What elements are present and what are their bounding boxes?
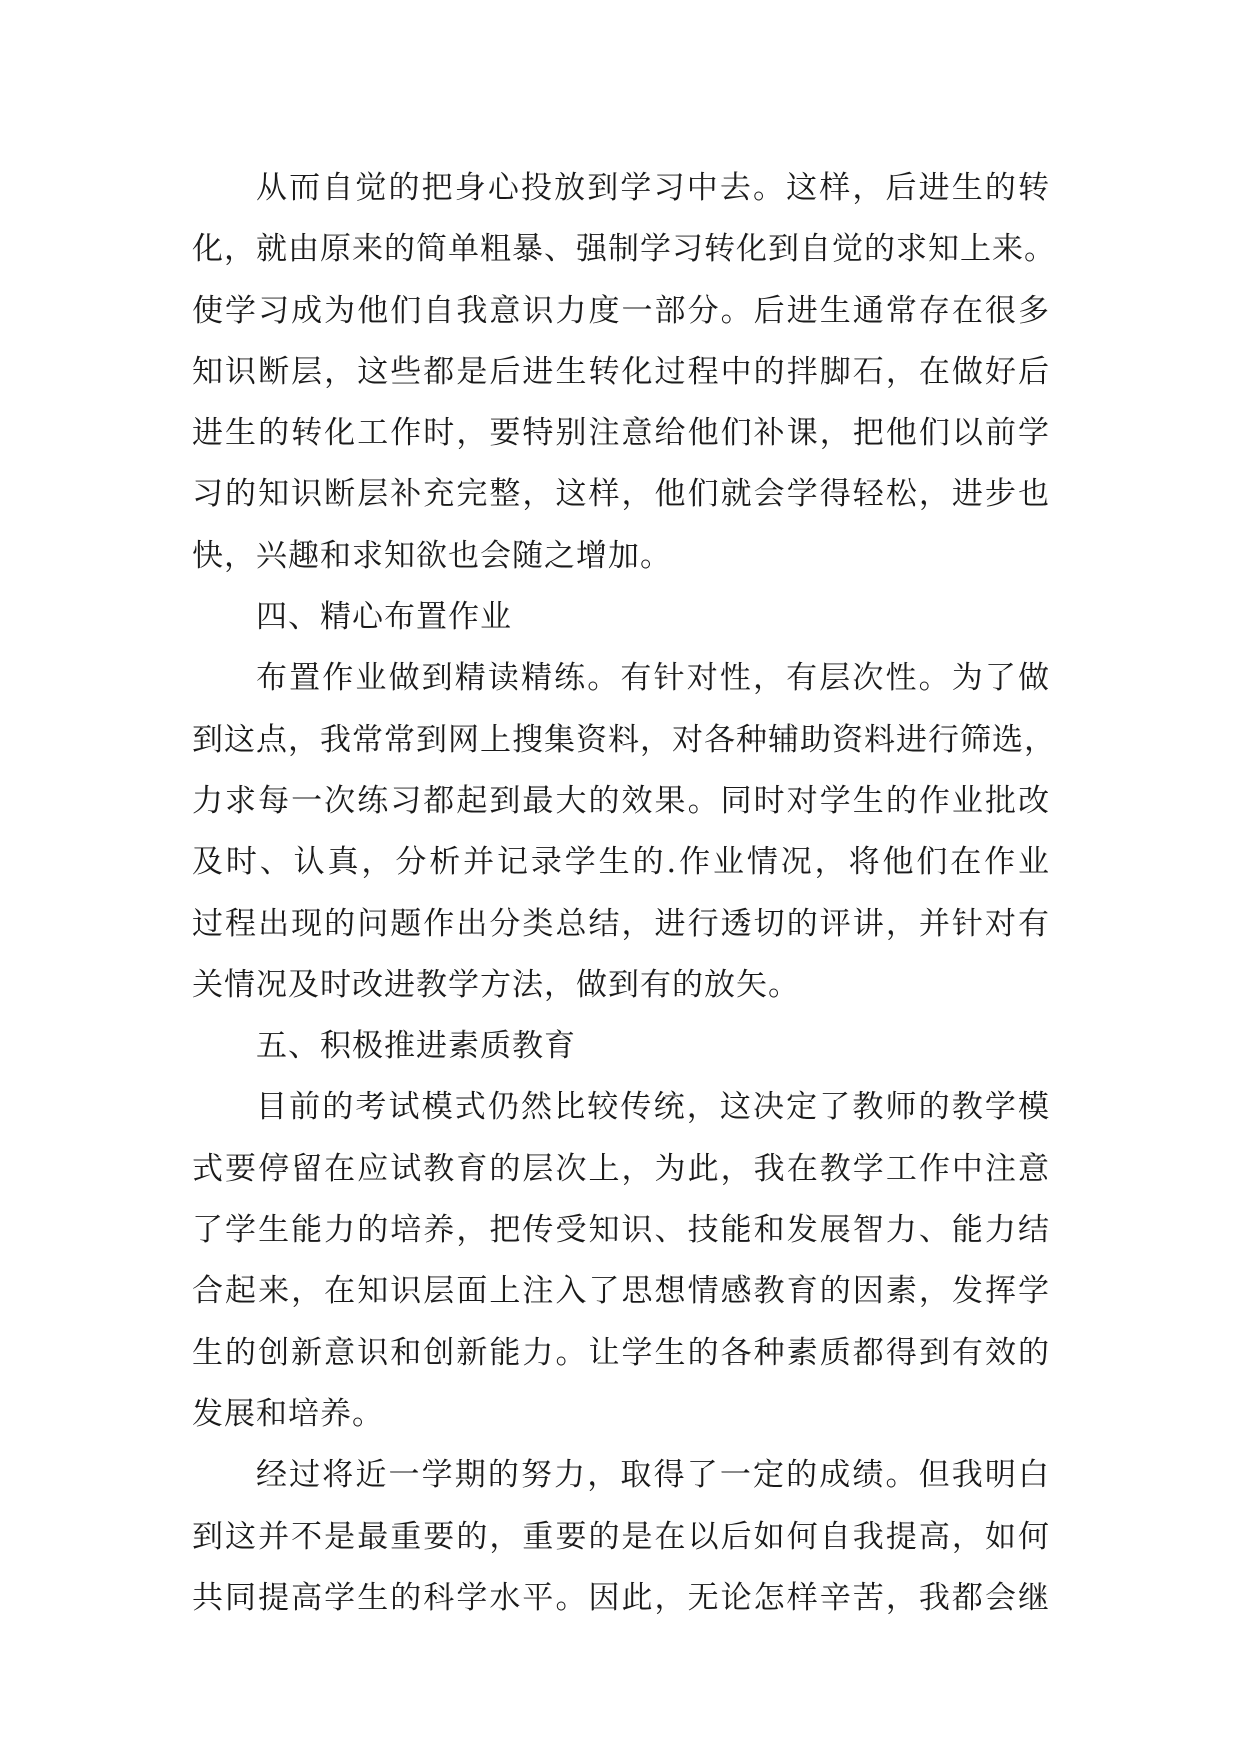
text-line: 五、积极推进素质教育 bbox=[256, 1028, 576, 1065]
text-line: 过程出现的问题作出分类总结，进行透切的评讲，并针对有 bbox=[192, 905, 1050, 942]
text-line: 式要停留在应试教育的层次上，为此，我在教学工作中注意 bbox=[192, 1150, 1050, 1187]
text-line: 合起来，在知识层面上注入了思想情感教育的因素，发挥学 bbox=[192, 1273, 1050, 1310]
document-body bbox=[192, 158, 1056, 1629]
text-line: 关情况及时改进教学方法，做到有的放矢。 bbox=[192, 966, 800, 1003]
text-line: 经过将近一学期的努力，取得了一定的成绩。但我明白 bbox=[256, 1457, 1050, 1494]
text-line: 知识断层，这些都是后进生转化过程中的拌脚石，在做好后 bbox=[192, 353, 1050, 390]
text-line: 了学生能力的培养，把传受知识、技能和发展智力、能力结 bbox=[192, 1212, 1050, 1249]
text-line: 到这并不是最重要的，重要的是在以后如何自我提高，如何 bbox=[192, 1518, 1050, 1555]
text-line: 从而自觉的把身心投放到学习中去。这样，后进生的转 bbox=[256, 170, 1050, 206]
text-line: 及时、认真，分析并记录学生的.作业情况，将他们在作业 bbox=[192, 844, 1050, 881]
text-line: 使学习成为他们自我意识力度一部分。后进生通常存在很多 bbox=[192, 292, 1050, 329]
text-line: 四、精心布置作业 bbox=[256, 599, 512, 636]
text-line: 力求每一次练习都起到最大的效果。同时对学生的作业批改 bbox=[192, 782, 1050, 819]
text-line: 目前的考试模式仍然比较传统，这决定了教师的教学模 bbox=[256, 1089, 1050, 1126]
text-line: 进生的转化工作时，要特别注意给他们补课，把他们以前学 bbox=[192, 415, 1050, 452]
text-line: 布置作业做到精读精练。有针对性，有层次性。为了做 bbox=[256, 660, 1050, 697]
text-line: 生的创新意识和创新能力。让学生的各种素质都得到有效的 bbox=[192, 1334, 1050, 1371]
text-line: 快，兴趣和求知欲也会随之增加。 bbox=[192, 537, 672, 574]
text-line: 化，就由原来的简单粗暴、强制学习转化到自觉的求知上来。 bbox=[192, 231, 1056, 268]
text-line: 习的知识断层补充完整，这样，他们就会学得轻松，进步也 bbox=[192, 476, 1050, 513]
text-line: 共同提高学生的科学水平。因此，无论怎样辛苦，我都会继 bbox=[192, 1579, 1050, 1616]
text-line: 到这点，我常常到网上搜集资料，对各种辅助资料进行筛选， bbox=[192, 721, 1056, 758]
text-line: 发展和培养。 bbox=[192, 1395, 384, 1432]
